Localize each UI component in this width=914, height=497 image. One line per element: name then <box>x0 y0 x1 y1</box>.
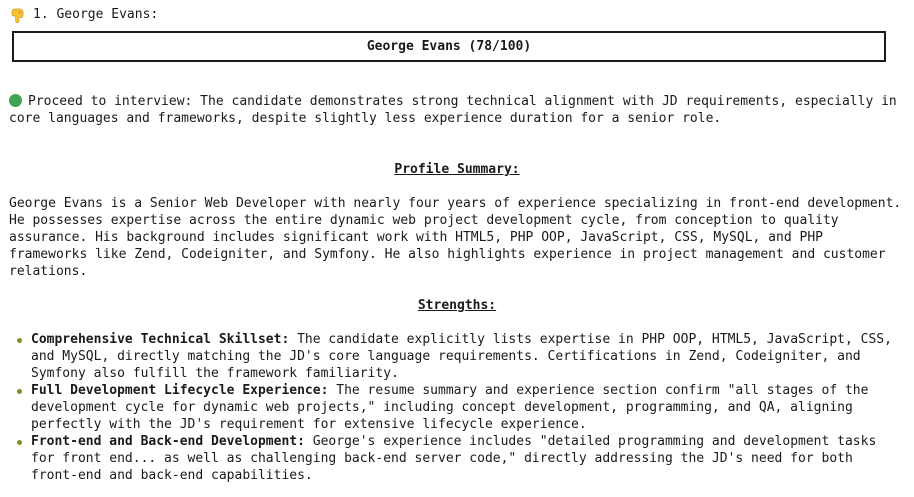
strength-title: Full Development Lifecycle Experience: <box>31 383 329 398</box>
list-item <box>9 382 905 433</box>
profile-summary-title: Profile Summary: <box>394 162 520 177</box>
strength-text: George's experience includes "detailed programming and development tasks for front end... as well as challenging back-end server code," directly addressing the JD's need for both front-end and back-end capabilities. <box>31 434 877 483</box>
candidate-heading-line <box>9 6 158 23</box>
bullet-icon <box>17 389 22 394</box>
bullet-icon <box>17 338 22 343</box>
recommendation-text: Proceed to interview: The candidate demonstrates strong technical alignment with JD requirements, especially in core languages and frameworks, despite slightly less experience duration for a senior role. <box>9 94 897 126</box>
strengths-title: Strengths: <box>417 298 497 313</box>
candidate-name-score: George Evans (78/100) <box>366 39 532 54</box>
green-circle-icon <box>9 94 22 107</box>
candidate-name-score-box <box>12 31 886 62</box>
strengths-list <box>9 331 905 484</box>
profile-summary-text: George Evans is a Senior Web Developer with nearly four years of experience specializing in front-end development. He possesses expertise across the entire dynamic web project development cycle, from conception to quality assurance. His background includes significant work with HTML5, PHP OOP, JavaScript, CSS, MySQL, and PHP frameworks like Zend, Codeigniter, and Symfony. He also highlights experience in project management and customer relations. <box>9 196 902 279</box>
candidate-heading: 1. George Evans: <box>33 7 159 22</box>
recommendation <box>9 93 905 127</box>
strength-text: The resume summary and experience section confirm "all stages of the development cycle for dynamic web projects," including concept development, programming, and QA, aligning perfectly with the JD's requirement for extensive lifecycle experience. <box>31 383 869 432</box>
strength-title: Front-end and Back-end Development: <box>31 434 305 449</box>
list-item <box>9 433 905 484</box>
pointing-down-hand-icon <box>9 7 25 23</box>
bullet-icon <box>17 440 22 445</box>
list-item <box>9 331 905 382</box>
strength-title: Comprehensive Technical Skillset: <box>31 332 290 347</box>
strength-text: The candidate explicitly lists expertise in PHP OOP, HTML5, JavaScript, CSS, and MySQL, directly matching the JD's core language requirements. Certifications in Zend, Codeigniter, and Symfony also fulfill the framework familiarity. <box>31 332 892 381</box>
